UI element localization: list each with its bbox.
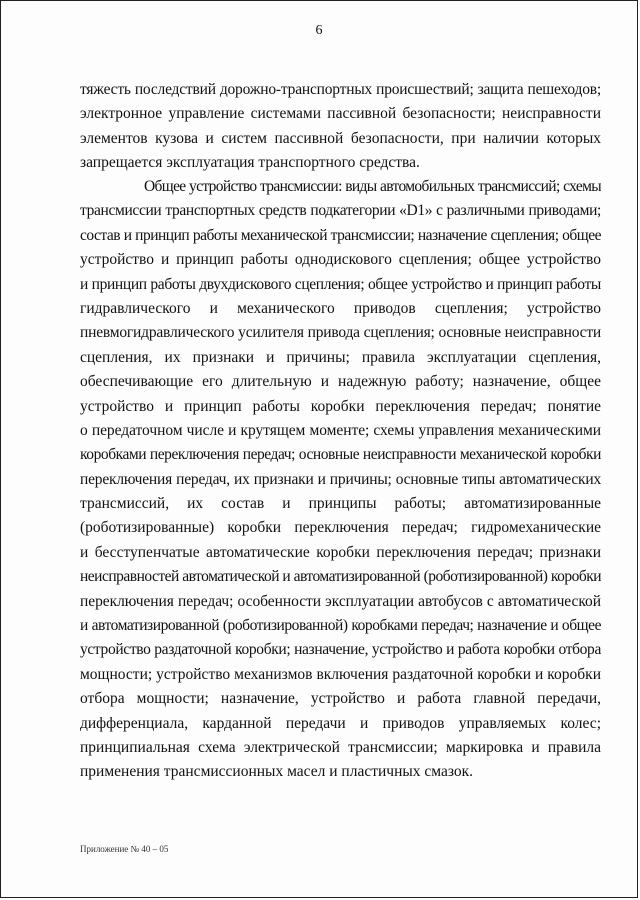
text-line: и бесступенчатые автоматические коробки переключения передач; признаки [80, 543, 601, 561]
text-line: и автоматизированной (роботизированной) коробками передач; назначение и общее [80, 617, 601, 635]
text-line: неисправностей автоматической и автоматизированной (роботизированной) коробки [80, 568, 601, 586]
text-line: трансмиссий, их состав и принципы работы; автоматизированные [80, 495, 601, 513]
text-line: и принцип работы двухдискового сцепления; общее устройство и принцип работы [80, 275, 601, 293]
text-line: переключения передач, их признаки и причины; основные типы автоматических [80, 470, 601, 488]
text-line: трансмиссии транспортных средств подкатегории «D1» с различными приводами; [80, 202, 601, 220]
text-line: дифференциала, карданной передачи и приводов управляемых колес; [80, 714, 601, 732]
text-line: гидравлического и механического приводов сцепления; устройство [80, 299, 601, 317]
text-line: тяжесть последствий дорожно-транспортных происшествий; защита пешеходов; [80, 81, 601, 98]
text-line: отбора мощности; назначение, устройство и работа главной передачи, [80, 690, 601, 708]
paragraph-1 [80, 78, 601, 176]
text-line: пневмогидравлического усилителя привода сцепления; основные неисправности [80, 324, 601, 342]
text-line: мощности; устройство механизмов включения раздаточной коробки и коробки [80, 665, 601, 683]
text-line: Общее устройство трансмиссии: виды автомобильных трансмиссий; схемы [144, 178, 601, 195]
text-line: элементов кузова и систем пассивной безопасности, при наличии которых [80, 129, 601, 147]
text-line: обеспечивающие его длительную и надежную работу; назначение, общее [80, 373, 601, 391]
text-line: устройство и принцип работы коробки переключения передач; понятие [80, 397, 601, 415]
text-line: сцепления, их признаки и причины; правила эксплуатации сцепления, [80, 348, 601, 366]
text-line: электронное управление системами пассивной безопасности; неисправности [80, 105, 601, 123]
text-line: состав и принцип работы механической трансмиссии; назначение сцепления; общее [80, 226, 601, 244]
text-line: коробками переключения передач; основные неисправности механической коробки [80, 446, 601, 464]
page-number: 6 [315, 23, 323, 38]
text-line: (роботизированные) коробки переключения передач; гидромеханические [80, 519, 601, 537]
text-line: принципиальная схема электрической трансмиссии; маркировка и правила [80, 738, 601, 756]
text-line: применения трансмиссионных масел и пластичных смазок. [80, 763, 474, 781]
paragraph-2 [80, 175, 601, 785]
text-line: устройство раздаточной коробки; назначение, устройство и работа коробки отбора [80, 641, 601, 659]
text-line: устройство и принцип работы однодискового сцепления; общее устройство [80, 251, 601, 269]
text-line: переключения передач; особенности эксплуатации автобусов с автоматической [80, 592, 601, 610]
text-line: о передаточном числе и крутящем моменте; схемы управления механическими [80, 421, 601, 439]
footer-note: Приложение № 40 – 05 [80, 844, 169, 854]
text-line: запрещается эксплуатация транспортного средства. [80, 154, 420, 172]
